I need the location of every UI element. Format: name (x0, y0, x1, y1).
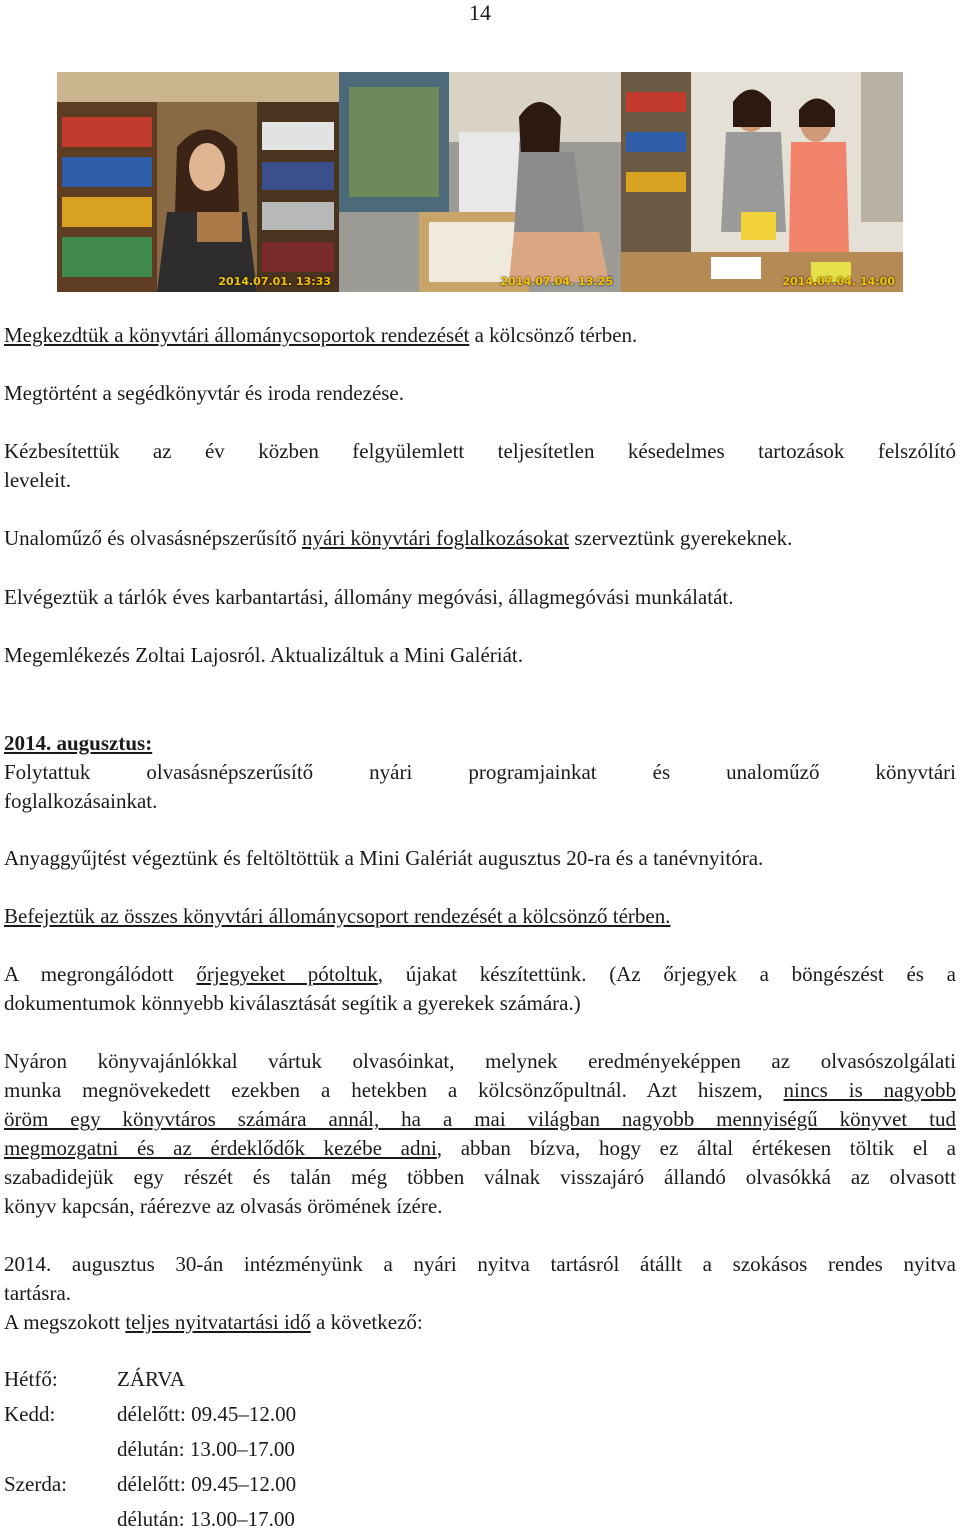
paragraph-11-line5: szabadidejük egy részét és talán még többen válnak visszajáró állandó olvasókká az olvasott (4, 1165, 956, 1189)
hours-day: Szerda: (4, 1472, 67, 1496)
paragraph-4: Unaloműző és olvasásnépszerűsítő nyári könyvtári foglalkozásokat szerveztünk gyerekeknek. (4, 526, 793, 550)
photo-sorting-books (339, 72, 621, 292)
paragraph-6: Megemlékezés Zoltai Lajosról. Aktualizáltuk a Mini Galériát. (4, 643, 524, 667)
underlined-text: őrjegyeket pótoltuk (196, 962, 378, 986)
photo-library-shelves (57, 72, 339, 292)
paragraph-3-line2: leveleit. (4, 468, 72, 492)
hours-row-tuesday-morning (4, 1397, 296, 1432)
underlined-text: nyári könyvtári foglalkozásokat (302, 526, 570, 550)
paragraph-8: Anyaggyűjtést végeztünk és feltöltöttük a Mini Galériát augusztus 20-ra és a tanévnyitóra. (4, 846, 764, 870)
underlined-text: nincs is nagyobb (783, 1078, 957, 1102)
underlined-text: öröm egy könyvtáros számára annál, ha a mai világban nagyobb mennyiségű könyvet tud (4, 1107, 956, 1131)
photo-strip (57, 72, 903, 292)
paragraph-10-line1: A megrongálódott őrjegyeket pótoltuk, újakat készítettünk. (Az őrjegyek a böngészést és a (4, 962, 956, 986)
paragraph-9 (4, 902, 956, 931)
paragraph-2: Megtörtént a segédkönyvtár és iroda rendezése. (4, 381, 405, 405)
paragraph-13: A megszokott teljes nyitvatartási idő a következő: (4, 1310, 423, 1334)
hours-time: délelőtt: 09.45–12.00 (117, 1472, 297, 1496)
underlined-text: megmozgatni és az érdeklődők kezébe adni (4, 1136, 437, 1160)
photo-timestamp: 2014.07.01. 13:33 (218, 275, 331, 288)
section-heading-august: 2014. augusztus: (4, 731, 153, 755)
photo-two-workers (621, 72, 903, 292)
hours-day (4, 1502, 117, 1537)
paragraph-11-line4: megmozgatni és az érdeklődők kezébe adni, abban bízva, hogy ez által értékesen töltik el a (4, 1136, 956, 1160)
hours-row-monday (4, 1362, 296, 1397)
photo-timestamp: 2014.07.04. 14:00 (782, 275, 895, 288)
hours-day: Hétfő: (4, 1367, 58, 1391)
hours-day (4, 1432, 117, 1467)
hours-time: délelőtt: 09.45–12.00 (117, 1402, 297, 1426)
paragraph-11-line1: Nyáron könyvajánlókkal vártuk olvasóinkat, melynek eredményeképpen az olvasószolgálati (4, 1049, 956, 1073)
underlined-text: teljes nyitvatartási idő (125, 1310, 311, 1334)
paragraph-7-line1: Folytattuk olvasásnépszerűsítő nyári programjainkat és unaloműző könyvtári (4, 760, 956, 784)
opening-hours-table (4, 1362, 296, 1537)
hours-day: Kedd: (4, 1402, 56, 1426)
paragraph-12-line2: tartásra. (4, 1281, 72, 1305)
underlined-text: Megkezdtük a könyvtári állománycsoportok rendezését (4, 323, 470, 347)
hours-time: ZÁRVA (117, 1367, 185, 1391)
hours-time: délután: 13.00–17.00 (117, 1507, 295, 1531)
paragraph-3-line1: Kézbesítettük az év közben felgyülemlett teljesítetlen késedelmes tartozások felszólító (4, 439, 956, 463)
hours-time: délután: 13.00–17.00 (117, 1437, 295, 1461)
hours-row-wednesday-afternoon (4, 1502, 296, 1537)
paragraph-5: Elvégeztük a tárlók éves karbantartási, állomány megóvási, állagmegóvási munkálatát. (4, 585, 734, 609)
hours-row-wednesday-morning (4, 1467, 296, 1502)
paragraph-11-line3 (4, 1105, 956, 1134)
underlined-text: Befejeztük az összes könyvtári állománycsoport rendezését a kölcsönző térben. (4, 904, 671, 928)
hours-row-tuesday-afternoon (4, 1432, 296, 1467)
paragraph-12-line1: 2014. augusztus 30-án intézményünk a nyári nyitva tartásról átállt a szokásos rendes nyitva (4, 1252, 956, 1276)
page-number: 14 (469, 0, 491, 25)
photo-timestamp: 2014.07.04. 13:25 (500, 275, 613, 288)
paragraph-11-line6: könyv kapcsán, ráérezve az olvasás örömének ízére. (4, 1194, 443, 1218)
paragraph-11-line2: munka megnövekedett ezekben a hetekben a kölcsönzőpultnál. Azt hiszem, nincs is nagyobb (4, 1078, 957, 1102)
paragraph-10-line2: dokumentumok könnyebb kiválasztását segítik a gyerekek számára.) (4, 991, 581, 1015)
paragraph-1: Megkezdtük a könyvtári állománycsoportok rendezését a kölcsönző térben. (4, 323, 638, 347)
paragraph-7-line2: foglalkozásainkat. (4, 789, 158, 813)
